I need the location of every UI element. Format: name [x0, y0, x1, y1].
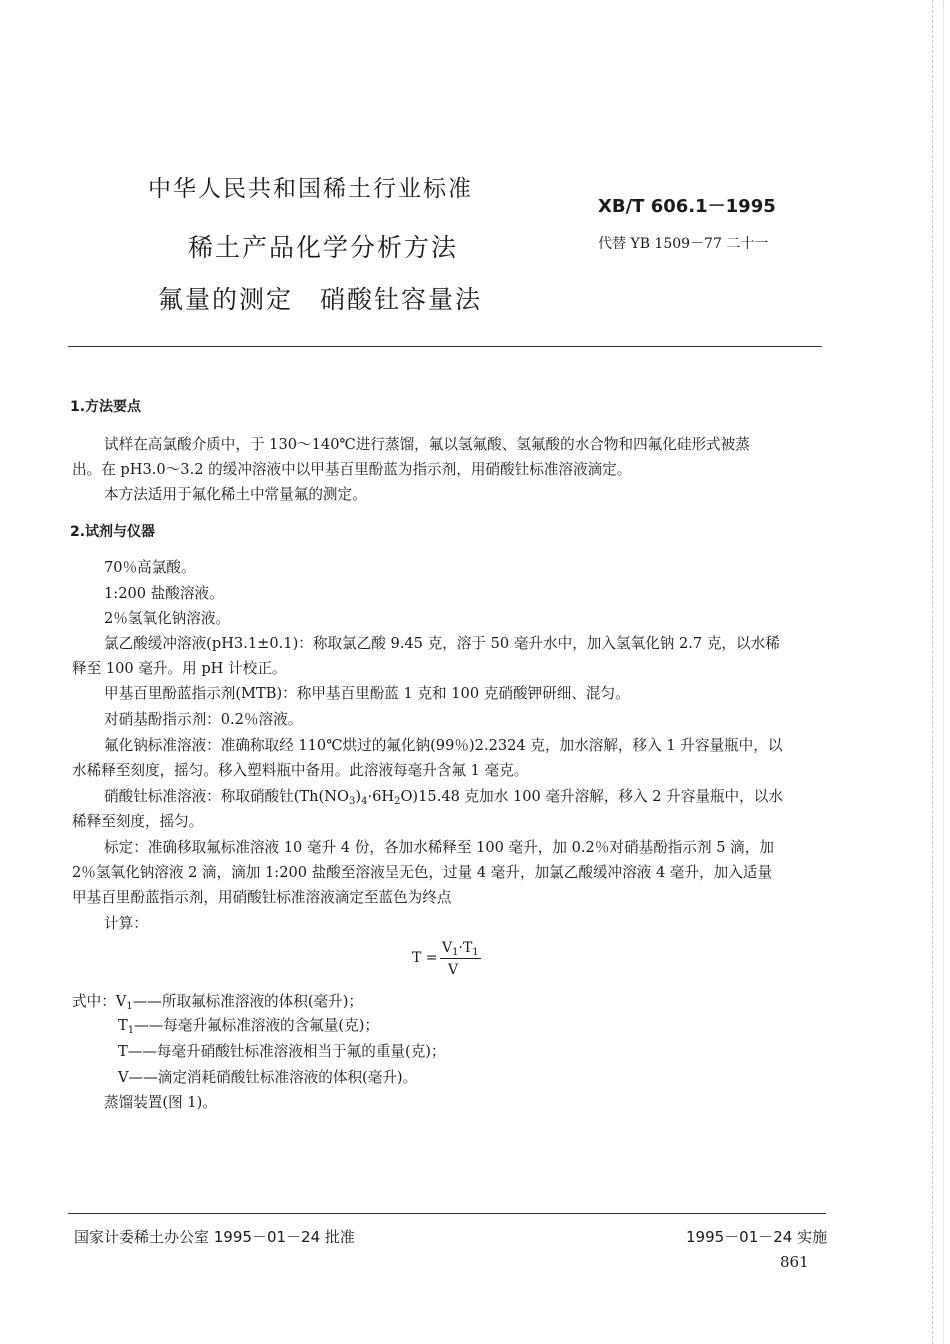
calculation-label: 计算： [104, 915, 148, 932]
reagent-item: 氯乙酸缓冲溶液(pH3.1±0.1)：称取氯乙酸 9.45 克，溶于 50 毫升水中，加入氢氧化钠 2.7 克，以水稀 [104, 635, 780, 652]
effective-date: 1995－01－24 实施 [686, 1228, 828, 1246]
paragraph-line: 出。在 pH3.0～3.2 的缓冲溶液中以甲基百里酚蓝为指示剂，用硝酸钍标准溶液滴定。 [72, 461, 632, 478]
document-title-line1: 稀土产品化学分析方法 [188, 233, 459, 262]
reagent-item: 70％高氯酸。 [104, 559, 196, 576]
reagent-item: 氟化钠标准溶液：准确称取经 110℃烘过的氟化钠(99％)2.2324 克，加水溶解，移入 1 升容量瓶中，以 [104, 737, 783, 754]
calibration-line: 甲基百里酚蓝指示剂，用硝酸钍标准溶液滴定至蓝色为终点 [72, 889, 452, 906]
standard-org-title: 中华人民共和国稀土行业标准 [148, 176, 473, 202]
formula [412, 940, 479, 978]
reagent-item: 甲基百里酚蓝指示剂(MTB)：称甲基百里酚蓝 1 克和 100 克硝酸钾研细、混匀。 [104, 685, 630, 702]
paragraph-line: 试样在高氯酸介质中，于 130～140℃进行蒸馏，氟以氢氟酸、氢氟酸的水合物和四氟化硅形式被蒸 [104, 436, 750, 453]
section-1-heading: 1.方法要点 [70, 399, 142, 415]
formula-definition: T——每毫升硝酸钍标准溶液相当于氟的重量(克)； [118, 1043, 446, 1060]
page-number: 861 [780, 1253, 809, 1271]
header-divider [68, 346, 822, 347]
formula-definition: $T_1——$每毫升氟标准溶液的含氟量(克)； [118, 1017, 379, 1036]
reagent-item-cont: 释至 100 毫升。用 pH 计校正。 [72, 660, 287, 677]
standard-code: XB/T 606.1－1995 [598, 196, 776, 217]
formula-numerator: $V_1\cdot T_1$ [442, 940, 479, 958]
calibration-line: 标定：准确移取氟标准溶液 10 毫升 4 份，各加水稀释至 100 毫升，加 0.2％对硝基酚指示剂 5 滴，加 [104, 839, 774, 856]
reagent-item-cont: 稀释至刻度，摇匀。 [72, 813, 204, 830]
footer-divider [68, 1213, 826, 1214]
reagent-item: 对硝基酚指示剂：0.2％溶液。 [104, 711, 303, 728]
replaces-code: 代替 YB 1509－77 二十一 [598, 236, 769, 252]
reagent-item-cont: 水稀释至刻度，摇匀。移入塑料瓶中备用。此溶液每毫升含氟 1 毫克。 [72, 762, 529, 779]
document-title-line2: 氟量的测定 硝酸钍容量法 [158, 285, 483, 314]
section-2-heading: 2.试剂与仪器 [70, 524, 156, 540]
scan-edge [932, 0, 944, 1344]
formula-lhs: T = [412, 950, 438, 966]
approval-note: 国家计委稀土办公室 1995－01－24 批准 [74, 1228, 355, 1246]
reagent-item: 1:200 盐酸溶液。 [104, 585, 224, 602]
figure-reference: 蒸馏装置(图 1)。 [104, 1094, 217, 1111]
paragraph-line: 本方法适用于氟化稀土中常量氟的测定。 [104, 486, 367, 503]
reagent-item: 硝酸钍标准溶液：称取硝酸钍$(Th(NO_3)_4\cdot 6H_2O)15.48$ 克加水 100 毫升溶解，移入 2 升容量瓶中，以水 [104, 788, 783, 807]
calibration-line: 2％氢氧化钠溶液 2 滴，滴加 1:200 盐酸至溶液呈无色，过量 4 毫升，加氯乙酸缓冲溶液 4 毫升，加入适量 [72, 864, 773, 881]
formula-denominator: V [448, 962, 459, 978]
reagent-item: 2％氢氧化钠溶液。 [104, 610, 231, 627]
formula-definition: 式中：$V_1——$所取氟标准溶液的体积(毫升)； [72, 993, 363, 1012]
formula-definition: V——滴定消耗硝酸钍标准溶液的体积(毫升)。 [118, 1069, 418, 1086]
